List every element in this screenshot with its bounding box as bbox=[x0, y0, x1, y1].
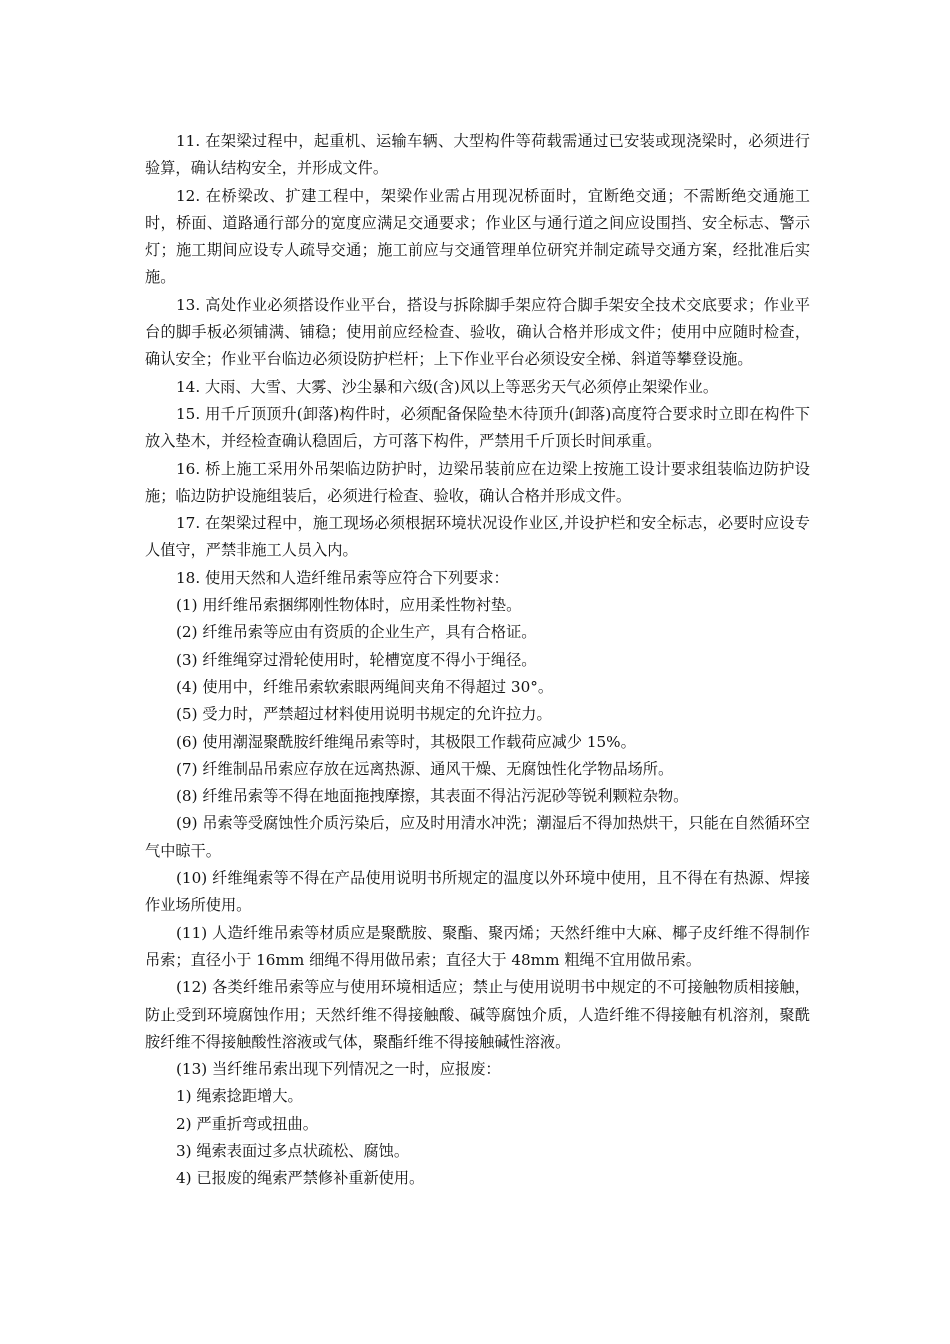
sub-item-5: (5) 受力时，严禁超过材料使用说明书规定的允许拉力。 bbox=[176, 705, 552, 724]
sub-item-10: (10) 纤维绳索等不得在产品使用说明书所规定的温度以外环境中使用，且不得在有热源、焊接作业场所使用。 bbox=[145, 869, 810, 915]
sub-item-1: (1) 用纤维吊索捆绑刚性物体时，应用柔性物衬垫。 bbox=[176, 596, 522, 615]
paragraph-item-15: 15. 用千斤顶顶升(卸落)构件时，必须配备保险垫木待顶升(卸落)高度符合要求时立即在构件下放入垫木，并经检查确认稳固后，方可落下构件，严禁用千斤顶长时间承重。 bbox=[145, 404, 810, 451]
paragraph-item-11: 11. 在架梁过程中，起重机、运输车辆、大型构件等荷载需通过已安装或现浇梁时，必须进行验算，确认结构安全，并形成文件。 bbox=[145, 132, 810, 178]
scrap-condition-2: 2) 严重折弯或扭曲。 bbox=[176, 1114, 318, 1133]
paragraph-item-18: 18. 使用天然和人造纤维吊索等应符合下列要求： bbox=[176, 568, 509, 587]
sub-item-8: (8) 纤维吊索等不得在地面拖拽摩擦，其表面不得沾污泥砂等锐利颗粒杂物。 bbox=[176, 787, 689, 806]
paragraph-item-13: 13. 高处作业必须搭设作业平台，搭设与拆除脚手架应符合脚手架安全技术交底要求；作业平台的脚手板必须铺满、铺稳；使用前应经检查、验收，确认合格并形成文件；使用中应随时检查，确认安全；作业平台临边必须设防护栏杆；上下作业平台必须设安全梯、斜道等攀登设施。 bbox=[145, 295, 810, 369]
scrap-condition-3: 3) 绳索表面过多点状疏松、腐蚀。 bbox=[176, 1141, 410, 1160]
paragraph-item-14: 14. 大雨、大雪、大雾、沙尘暴和六级(含)风以上等恶劣天气必须停止架梁作业。 bbox=[176, 377, 719, 396]
sub-item-12: (12) 各类纤维吊索等应与使用环境相适应；禁止与使用说明书中规定的不可接触物质相接触，防止受到环境腐蚀作用；天然纤维不得接触酸、碱等腐蚀介质，人造纤维不得接触有机溶剂，聚酰胺纤维不得接触酸性溶液或气体，聚酯纤维不得接触碱性溶液。 bbox=[145, 978, 810, 1051]
scrap-condition-4: 4) 已报废的绳索严禁修补重新使用。 bbox=[176, 1169, 425, 1188]
document-body bbox=[145, 128, 810, 1193]
sub-item-9: (9) 吊索等受腐蚀性介质污染后，应及时用清水冲洗；潮湿后不得加热烘干，只能在自然循环空气中晾干。 bbox=[145, 814, 810, 860]
sub-item-7: (7) 纤维制品吊索应存放在远离热源、通风干燥、无腐蚀性化学物品场所。 bbox=[176, 759, 674, 778]
sub-item-13: (13) 当纤维吊索出现下列情况之一时，应报废： bbox=[176, 1060, 501, 1079]
paragraph-item-16: 16. 桥上施工采用外吊架临边防护时，边梁吊装前应在边梁上按施工设计要求组装临边防护设施；临边防护设施组装后，必须进行检查、验收，确认合格并形成文件。 bbox=[145, 459, 810, 505]
scrap-condition-1: 1) 绳索捻距增大。 bbox=[176, 1087, 303, 1106]
paragraph-item-12: 12. 在桥梁改、扩建工程中，架梁作业需占用现况桥面时，宜断绝交通；不需断绝交通施工时，桥面、道路通行部分的宽度应满足交通要求；作业区与通行道之间应设围挡、安全标志、警示灯；施工期间应设专人疏导交通；施工前应与交通管理单位研究并制定疏导交通方案，经批准后实施。 bbox=[145, 186, 810, 287]
sub-item-2: (2) 纤维吊索等应由有资质的企业生产，具有合格证。 bbox=[176, 623, 537, 642]
sub-item-6: (6) 使用潮湿聚酰胺纤维绳吊索等时，其极限工作载荷应减少 15%。 bbox=[176, 732, 636, 751]
paragraph-item-17: 17. 在架梁过程中，施工现场必须根据环境状况设作业区,并设护栏和安全标志，必要时应设专人值守，严禁非施工人员入内。 bbox=[145, 514, 810, 560]
sub-item-3: (3) 纤维绳穿过滑轮使用时，轮槽宽度不得小于绳径。 bbox=[176, 650, 537, 669]
sub-item-11: (11) 人造纤维吊索等材质应是聚酰胺、聚酯、聚丙烯；天然纤维中大麻、椰子皮纤维不得制作吊索；直径小于 16mm 细绳不得用做吊索；直径大于 48mm 粗绳不宜用做吊索。 bbox=[145, 923, 810, 969]
sub-item-4: (4) 使用中，纤维吊索软索眼两绳间夹角不得超过 30°。 bbox=[176, 677, 554, 696]
